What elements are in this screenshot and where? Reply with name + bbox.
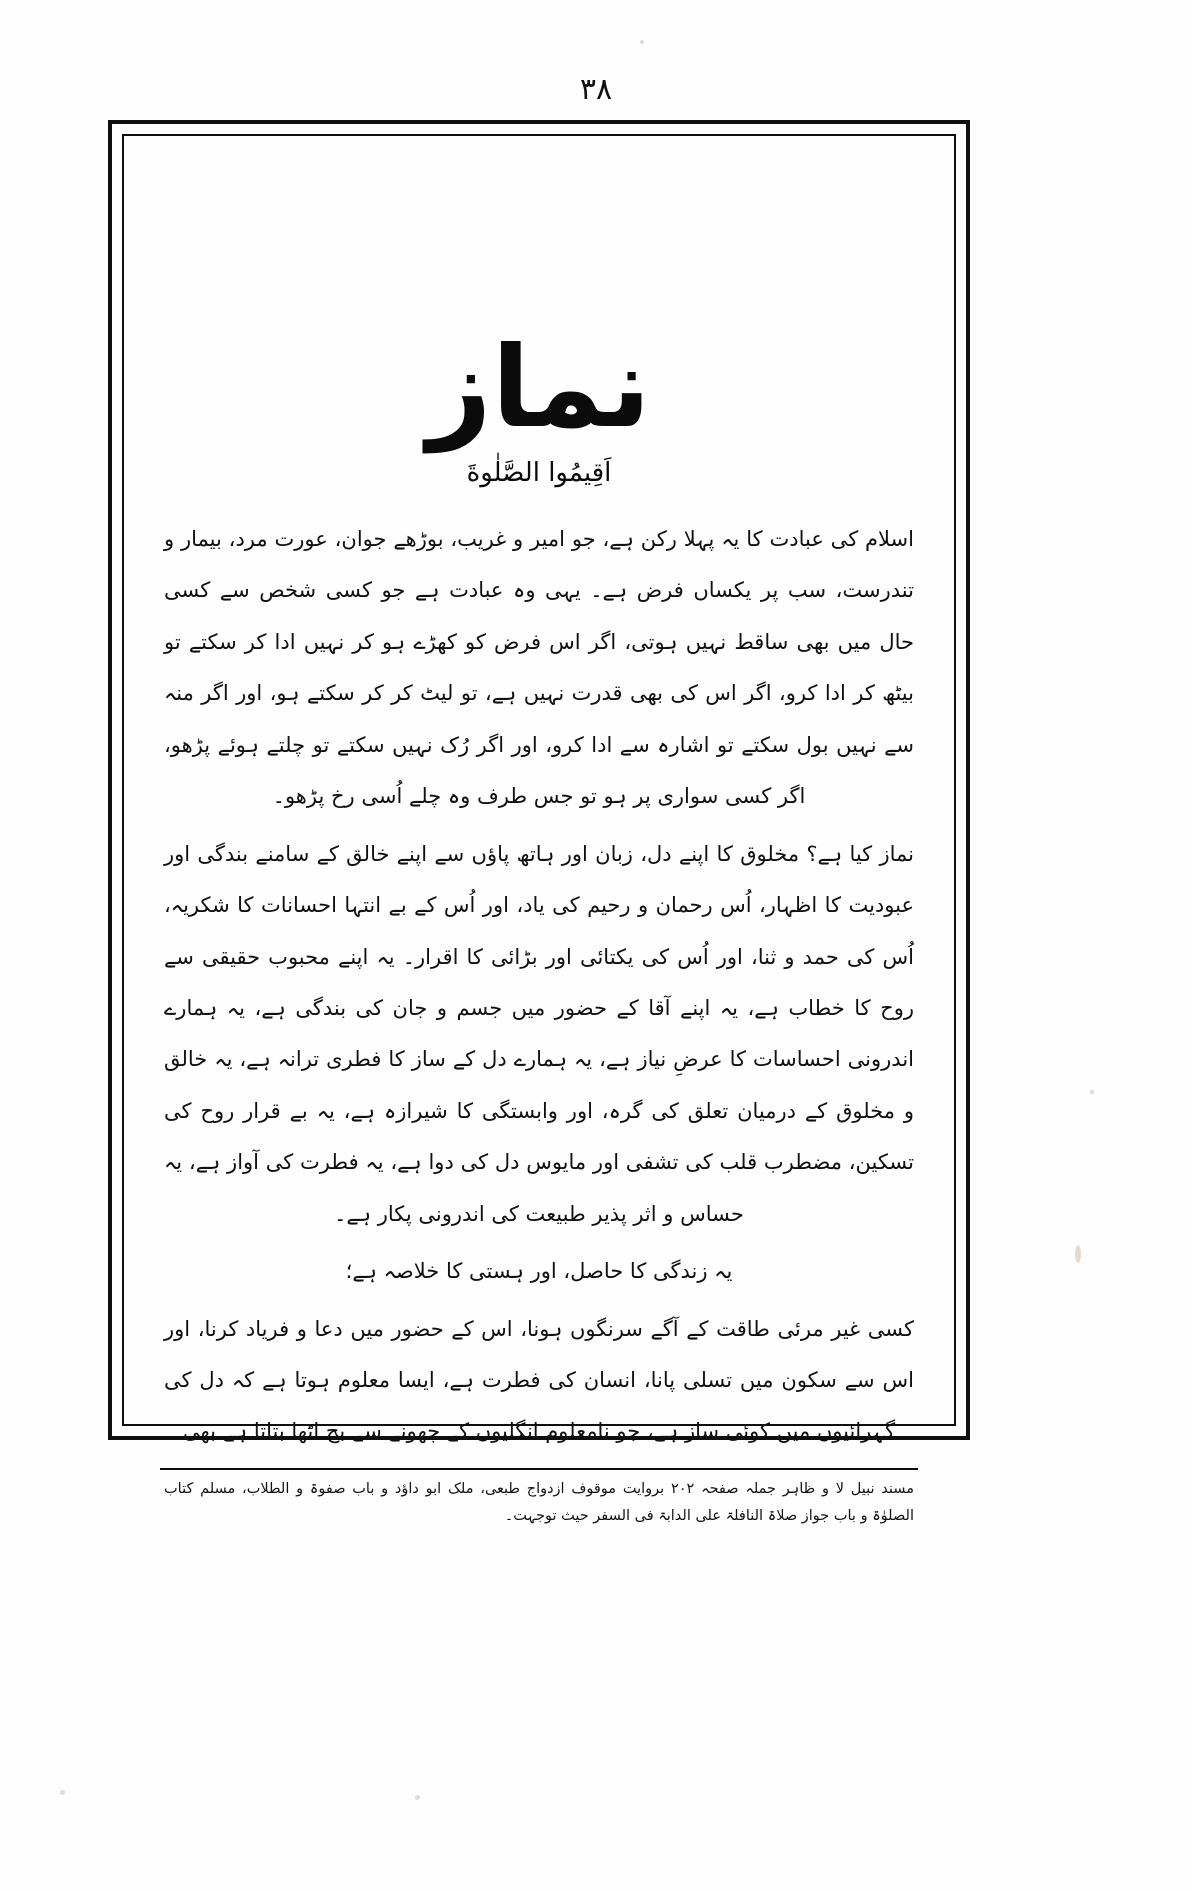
page-frame-inner <box>122 134 956 1525</box>
footnote-divider <box>160 1468 918 1470</box>
footnote-text: مسند نبیل لا و ظاہر جملہ صفحہ ۲۰۲ بروایت موقوف ازدواج طبعی، ملک ابو داؤد و باب صفوۃ و الطلاب، مسلم کتاب الصلوٰۃ و باب جواز صلاۃ النافلۃ علی الدابۃ فی السفر حیث توجہت۔ <box>164 1480 914 1525</box>
scan-speckle <box>415 1795 420 1800</box>
page-frame-outer <box>108 120 970 1525</box>
page-content <box>138 150 940 1525</box>
scan-speckle <box>1075 1245 1081 1263</box>
chapter-title: نماز <box>427 323 651 453</box>
scan-speckle <box>60 1790 65 1795</box>
chapter-subtitle-quran-verse: اَقِيمُوا الصَّلٰوةَ <box>466 458 612 488</box>
paragraph: کسی غیر مرئی طاقت کے آگے سرنگوں ہونا، اس کے حضور میں دعا و فریاد کرنا، اور اس سے سکون میں تسلی پانا، انسان کی فطرت ہے، ایسا معلوم ہوتا ہے کہ دل کی گہرائیوں میں کوئی ساز ہے، جو نامعلوم انگلیوں کے چھونے سے بج اٹھا بتاتا ہے بھی <box>164 1316 914 1444</box>
paragraph: نماز کیا ہے؟ مخلوق کا اپنے دل، زبان اور ہاتھ پاؤں سے اپنے خالق کے سامنے بندگی اور عبودیت کا اظہار، اُس رحمان و رحیم کی یاد، اور اُس کے بے انتہا احسانات کا شکریہ، اُس کی حمد و ثنا، اور اُس کی یکتائی اور بڑائی کا اقرار۔ یہ اپنے محبوب حقیقی سے روح کا خطاب ہے، یہ اپنے آقا کے حضور میں جسم و جان کی بندگی ہے، یہ ہمارے اندرونی احساسات کا عرضِ نیاز ہے، یہ ہمارے دل کے ساز کا فطری ترانہ ہے، یہ خالق و مخلوق کے درمیان تعلق کی گرہ، اور وابستگی کا شیرازہ ہے، یہ بے قرار روح کی تسکین، مضطرب قلب کی تشفی اور مایوس دل کی دوا ہے، یہ فطرت کی آواز ہے، یہ حساس و اثر پذیر طبیعت کی اندرونی پکار ہے۔ <box>164 841 914 1226</box>
paragraph: اسلام کی عبادت کا یہ پہلا رکن ہے، جو امیر و غریب، بوڑھے جوان، عورت مرد، بیمار و تندرست، سب پر یکساں فرض ہے۔ یہی وہ عبادت ہے جو کسی شخص سے کسی حال میں بھی ساقط نہیں ہوتی، اگر اس فرض کو کھڑے ہو کر نہیں ادا کر سکتے تو بیٹھ کر ادا کرو، اگر اس کی بھی قدرت نہیں ہے، تو لیٹ کر کر سکتے ہو، اور اگر منہ سے نہیں بول سکتے تو اشارہ سے ادا کرو، اور اگر رُک نہیں سکتے تو چلتے ہوئے پڑھو، اگر کسی سواری پر ہو تو جس طرف وہ چلے اُسی رخ پڑھو۔ <box>164 527 914 809</box>
paragraph: یہ زندگی کا حاصل، اور ہستی کا خلاصہ ہے؛ <box>345 1259 733 1284</box>
chapter-heading-block <box>158 323 920 488</box>
page-number: ۳۸ <box>579 72 613 107</box>
body-text <box>158 514 920 1464</box>
scan-speckle <box>640 40 644 44</box>
scan-speckle <box>1090 1090 1094 1094</box>
